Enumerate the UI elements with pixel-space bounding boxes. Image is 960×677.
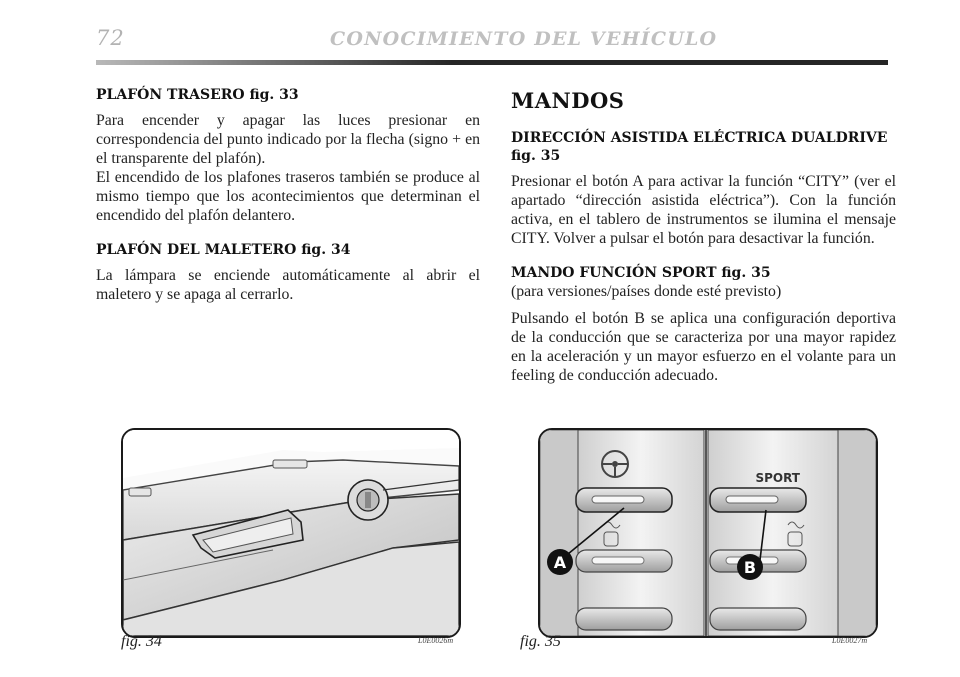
paragraph: La lámpara se enciende automáticamente al abrir el maletero y se apaga al cerrarlo.	[96, 267, 480, 303]
dashboard-buttons-illustration	[540, 430, 876, 636]
trunk-lock-shape	[348, 480, 388, 520]
page-header-title: CONOCIMIENTO DEL VEHÍCULO	[330, 28, 718, 50]
svg-text:B: B	[743, 558, 757, 577]
lower-button-left	[576, 550, 672, 572]
figure-dashboard-buttons	[538, 428, 878, 638]
figure-trunk-lamp	[121, 428, 461, 638]
right-column	[511, 86, 896, 399]
callout-b	[737, 554, 763, 580]
svg-text:A: A	[553, 553, 567, 572]
paragraph: El encendido de los plafones traseros también se produce al mismo tiempo que los acontecimientos que determinan el encendido del plafón delantero.	[96, 169, 480, 224]
figure-caption: fig. 34	[121, 633, 162, 650]
figure-caption: fig. 35	[520, 633, 561, 650]
section-subtitle: (para versiones/países donde esté previsto)	[511, 283, 782, 300]
page-number: 72	[96, 26, 125, 50]
section-heading-dualdrive: DIRECCIÓN ASISTIDA ELÉCTRICA DUALDRIVE fig. 35	[511, 130, 888, 164]
section-title-mandos: MANDOS	[511, 88, 625, 113]
paragraph: Pulsando el botón B se aplica una configuración deportiva de la conducción que se caracteriza por una mayor rapidez en la aceleración y un mayor esfuerzo en el volante para un feeling de conducción adecuado.	[511, 310, 896, 384]
paragraph: Presionar el botón A para activar la función “CITY” (ver el apartado “dirección asistida eléctrica”). Con la función activa, en el tablero de instrumentos se ilumina el mensaje CITY. Volver a pulsar el botón para desactivar la función.	[511, 173, 896, 247]
figure-code: L0E0027m	[832, 636, 868, 645]
section-heading-rear-light: PLAFÓN TRASERO fig. 33	[96, 87, 299, 103]
left-column	[96, 86, 480, 318]
paragraph: Para encender y apagar las luces presionar en correspondencia del punto indicado por la flecha (signo + en el transparente del plafón).	[96, 112, 480, 167]
button-b	[710, 488, 806, 512]
section-heading-sport: MANDO FUNCIÓN SPORT fig. 35	[511, 265, 771, 281]
header-rule	[96, 60, 888, 65]
sport-label: SPORT	[755, 471, 800, 485]
callout-a	[547, 549, 573, 575]
trunk-lamp-illustration	[123, 430, 459, 636]
section-heading-trunk-light: PLAFÓN DEL MALETERO fig. 34	[96, 242, 351, 258]
figure-code: L0E0026m	[418, 636, 454, 645]
